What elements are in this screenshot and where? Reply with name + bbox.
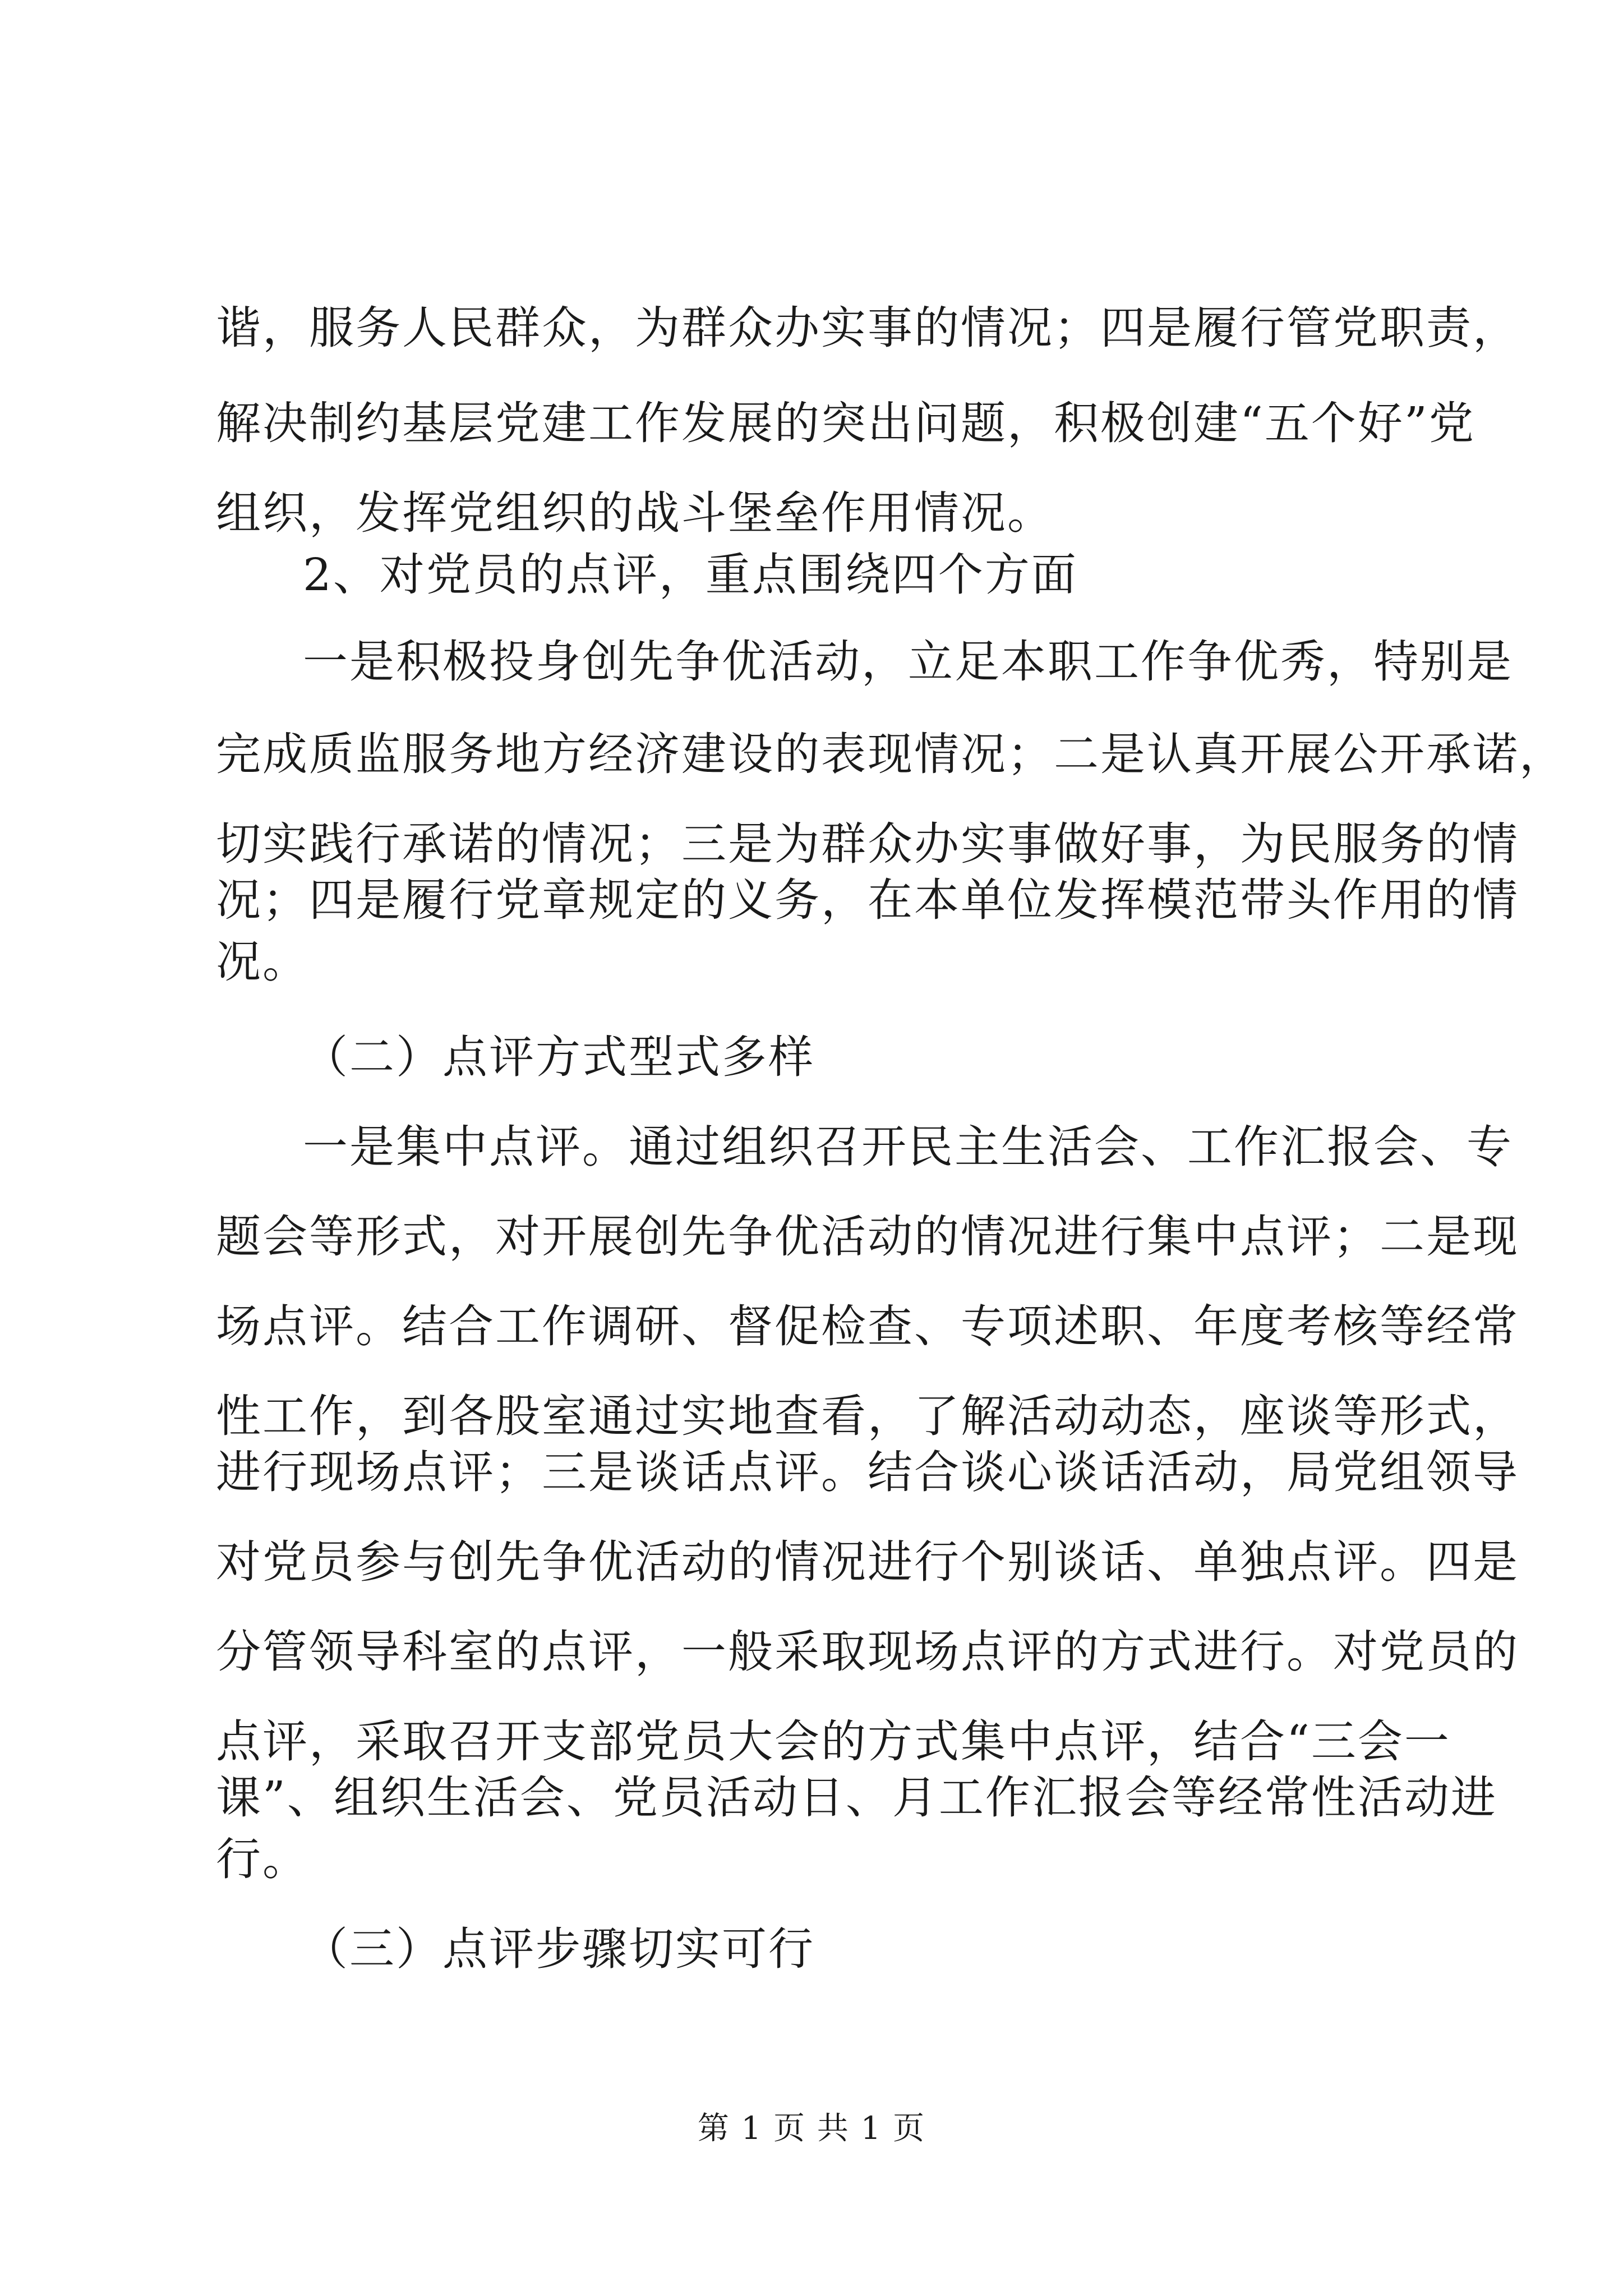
text-line: 组织，发挥党组织的战斗堡垒作用情况。 <box>216 487 1054 539</box>
text-line: 行。 <box>216 1833 309 1885</box>
text-line: 况。 <box>216 936 309 988</box>
text-line: 性工作，到各股室通过实地查看，了解活动动态，座谈等形式， <box>216 1390 1519 1442</box>
text-line: 课”、组织生活会、党员活动日、月工作汇报会等经常性活动进 <box>216 1772 1497 1824</box>
text-line: 一是集中点评。通过组织召开民主生活会、工作汇报会、专 <box>303 1121 1513 1173</box>
text-line: 切实践行承诺的情况；三是为群众办实事做好事，为民服务的情 <box>216 818 1519 870</box>
text-line: 对党员参与创先争优活动的情况进行个别谈话、单独点评。四是 <box>216 1536 1519 1588</box>
text-line: 分管领导科室的点评，一般采取现场点评的方式进行。对党员的 <box>216 1626 1519 1678</box>
section-heading: （三）点评步骤切实可行 <box>303 1923 815 1975</box>
text-line: 2、对党员的点评，重点围绕四个方面 <box>303 549 1078 601</box>
text-line: 谐，服务人民群众，为群众办实事的情况；四是履行管党职责， <box>216 302 1519 354</box>
section-heading: （二）点评方式型式多样 <box>303 1031 815 1083</box>
text-line: 况；四是履行党章规定的义务，在本单位发挥模范带头作用的情 <box>216 874 1519 926</box>
text-line: 场点评。结合工作调研、督促检查、专项述职、年度考核等经常 <box>216 1300 1519 1352</box>
page-number-footer: 第 1 页 共 1 页 <box>697 2110 926 2147</box>
text-line: 一是积极投身创先争优活动，立足本职工作争优秀，特别是 <box>303 636 1513 688</box>
text-line: 点评，采取召开支部党员大会的方式集中点评，结合“三会一 <box>216 1715 1451 1768</box>
text-line: 题会等形式，对开展创先争优活动的情况进行集中点评；二是现 <box>216 1211 1519 1263</box>
text-line: 完成质监服务地方经济建设的表现情况；二是认真开展公开承诺， <box>216 728 1566 780</box>
text-line: 解决制约基层党建工作发展的突出问题，积极创建“五个好”党 <box>216 397 1476 449</box>
text-line: 进行现场点评；三是谈话点评。结合谈心谈话活动，局党组领导 <box>216 1446 1519 1498</box>
